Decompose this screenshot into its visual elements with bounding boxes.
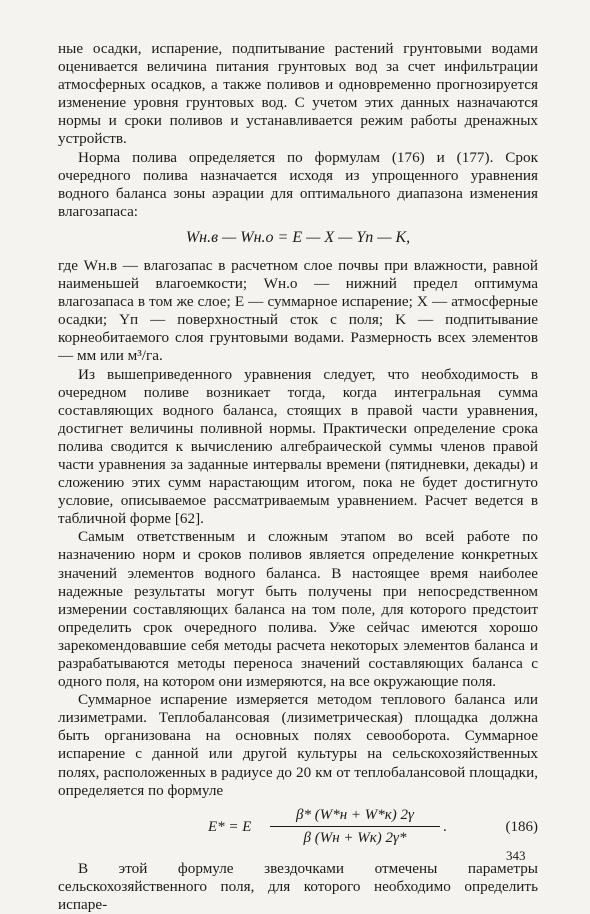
paragraph-2: Норма полива определяется по формулам (176) и (177). Срок очередного полива назначается исходя из упрощенного уравнения водного баланса зоны аэрации для оптимального диапазона изменения влагозапаса: [58,148,538,220]
formula-lhs: E* = E [208,818,252,835]
formula-fraction [270,806,440,847]
page-text [58,40,538,914]
page-number: 343 [506,848,526,863]
evaporation-formula [58,804,538,854]
formula-numerator: β* (W*н + W*к) 2γ [270,806,440,827]
formula-end: . [443,818,447,835]
paragraph-5: Самым ответственным и сложным этапом во всей работе по назначению норм и сроков поливов является определение конкретных значений элементов водного баланса. В настоящее время наиболее надежные результаты могут быть получены при непосредственном измерении составляющих баланса на том поле, для которого предстоит определить срок очередного полива. Уже сейчас имеются хорошо зарекомендовавшие себя методы расчета некоторых элементов баланса и разрабатываются методы переноса значений составляющих баланса с одного поля, на котором они измеряются, на все окружающие поля. [58,528,538,691]
formula-number: (186) [505,818,538,835]
paragraph-3: где Wн.в — влагозапас в расчетном слое почвы при влажности, равной наименьшей влагоемкости; Wн.о — нижний предел оптимума влагозапаса в том же слое; E — суммарное испарение; X — атмосферные осадки; Yп — поверхностный сток с поля; K — подпитывание корнеобитаемого слоя грунтовыми водами. Размерность всех элементов — мм или м³/га. [58,256,538,365]
paragraph-4: Из вышеприведенного уравнения следует, что необходимость в очередном поливе возникает тогда, когда интегральная сумма составляющих водного баланса, стоящих в правой части уравнения, достигнет величины поливной нормы. Практически определение срока полива сводится к вычислению алгебраической суммы членов правой части уравнения за заданные интервалы времени (пятидневки, декады) и сложению этих сумм нарастающим итогом, пока не будет достигнуто условие, описываемое рассматриваемым уравнением. Расчет ведется в табличной форме [62]. [58,365,538,528]
formula-denominator: β (Wн + Wк) 2γ* [303,829,407,846]
paragraph-6: Суммарное испарение измеряется методом теплового баланса или лизиметрами. Теплобалансовая (лизиметрическая) площадка должна быть организована на основных полях севооборота. Суммарное испарение с данной или другой культуры на сельскохозяйственных полях, расположенных в радиусе до 20 км от теплобалансовой площадки, определяется по формуле [58,691,538,799]
paragraph-7: В этой формуле звездочками отмечены параметры сельскохозяйственного поля, для которого необходимо определить испаре- [58,859,538,913]
paragraph-1: ные осадки, испарение, подпитывание растений грунтовыми водами оценивается величина питания грунтовых вод за счет инфильтрации атмосферных осадков, а также поливов и одновременно прогнозируется изменение уровня грунтовых вод. С учетом этих данных назначаются нормы и сроки поливов и устанавливается режим работы дренажных устройств. [58,40,538,148]
water-balance-equation: Wн.в — Wн.о = E — X — Yп — K, [185,228,411,246]
